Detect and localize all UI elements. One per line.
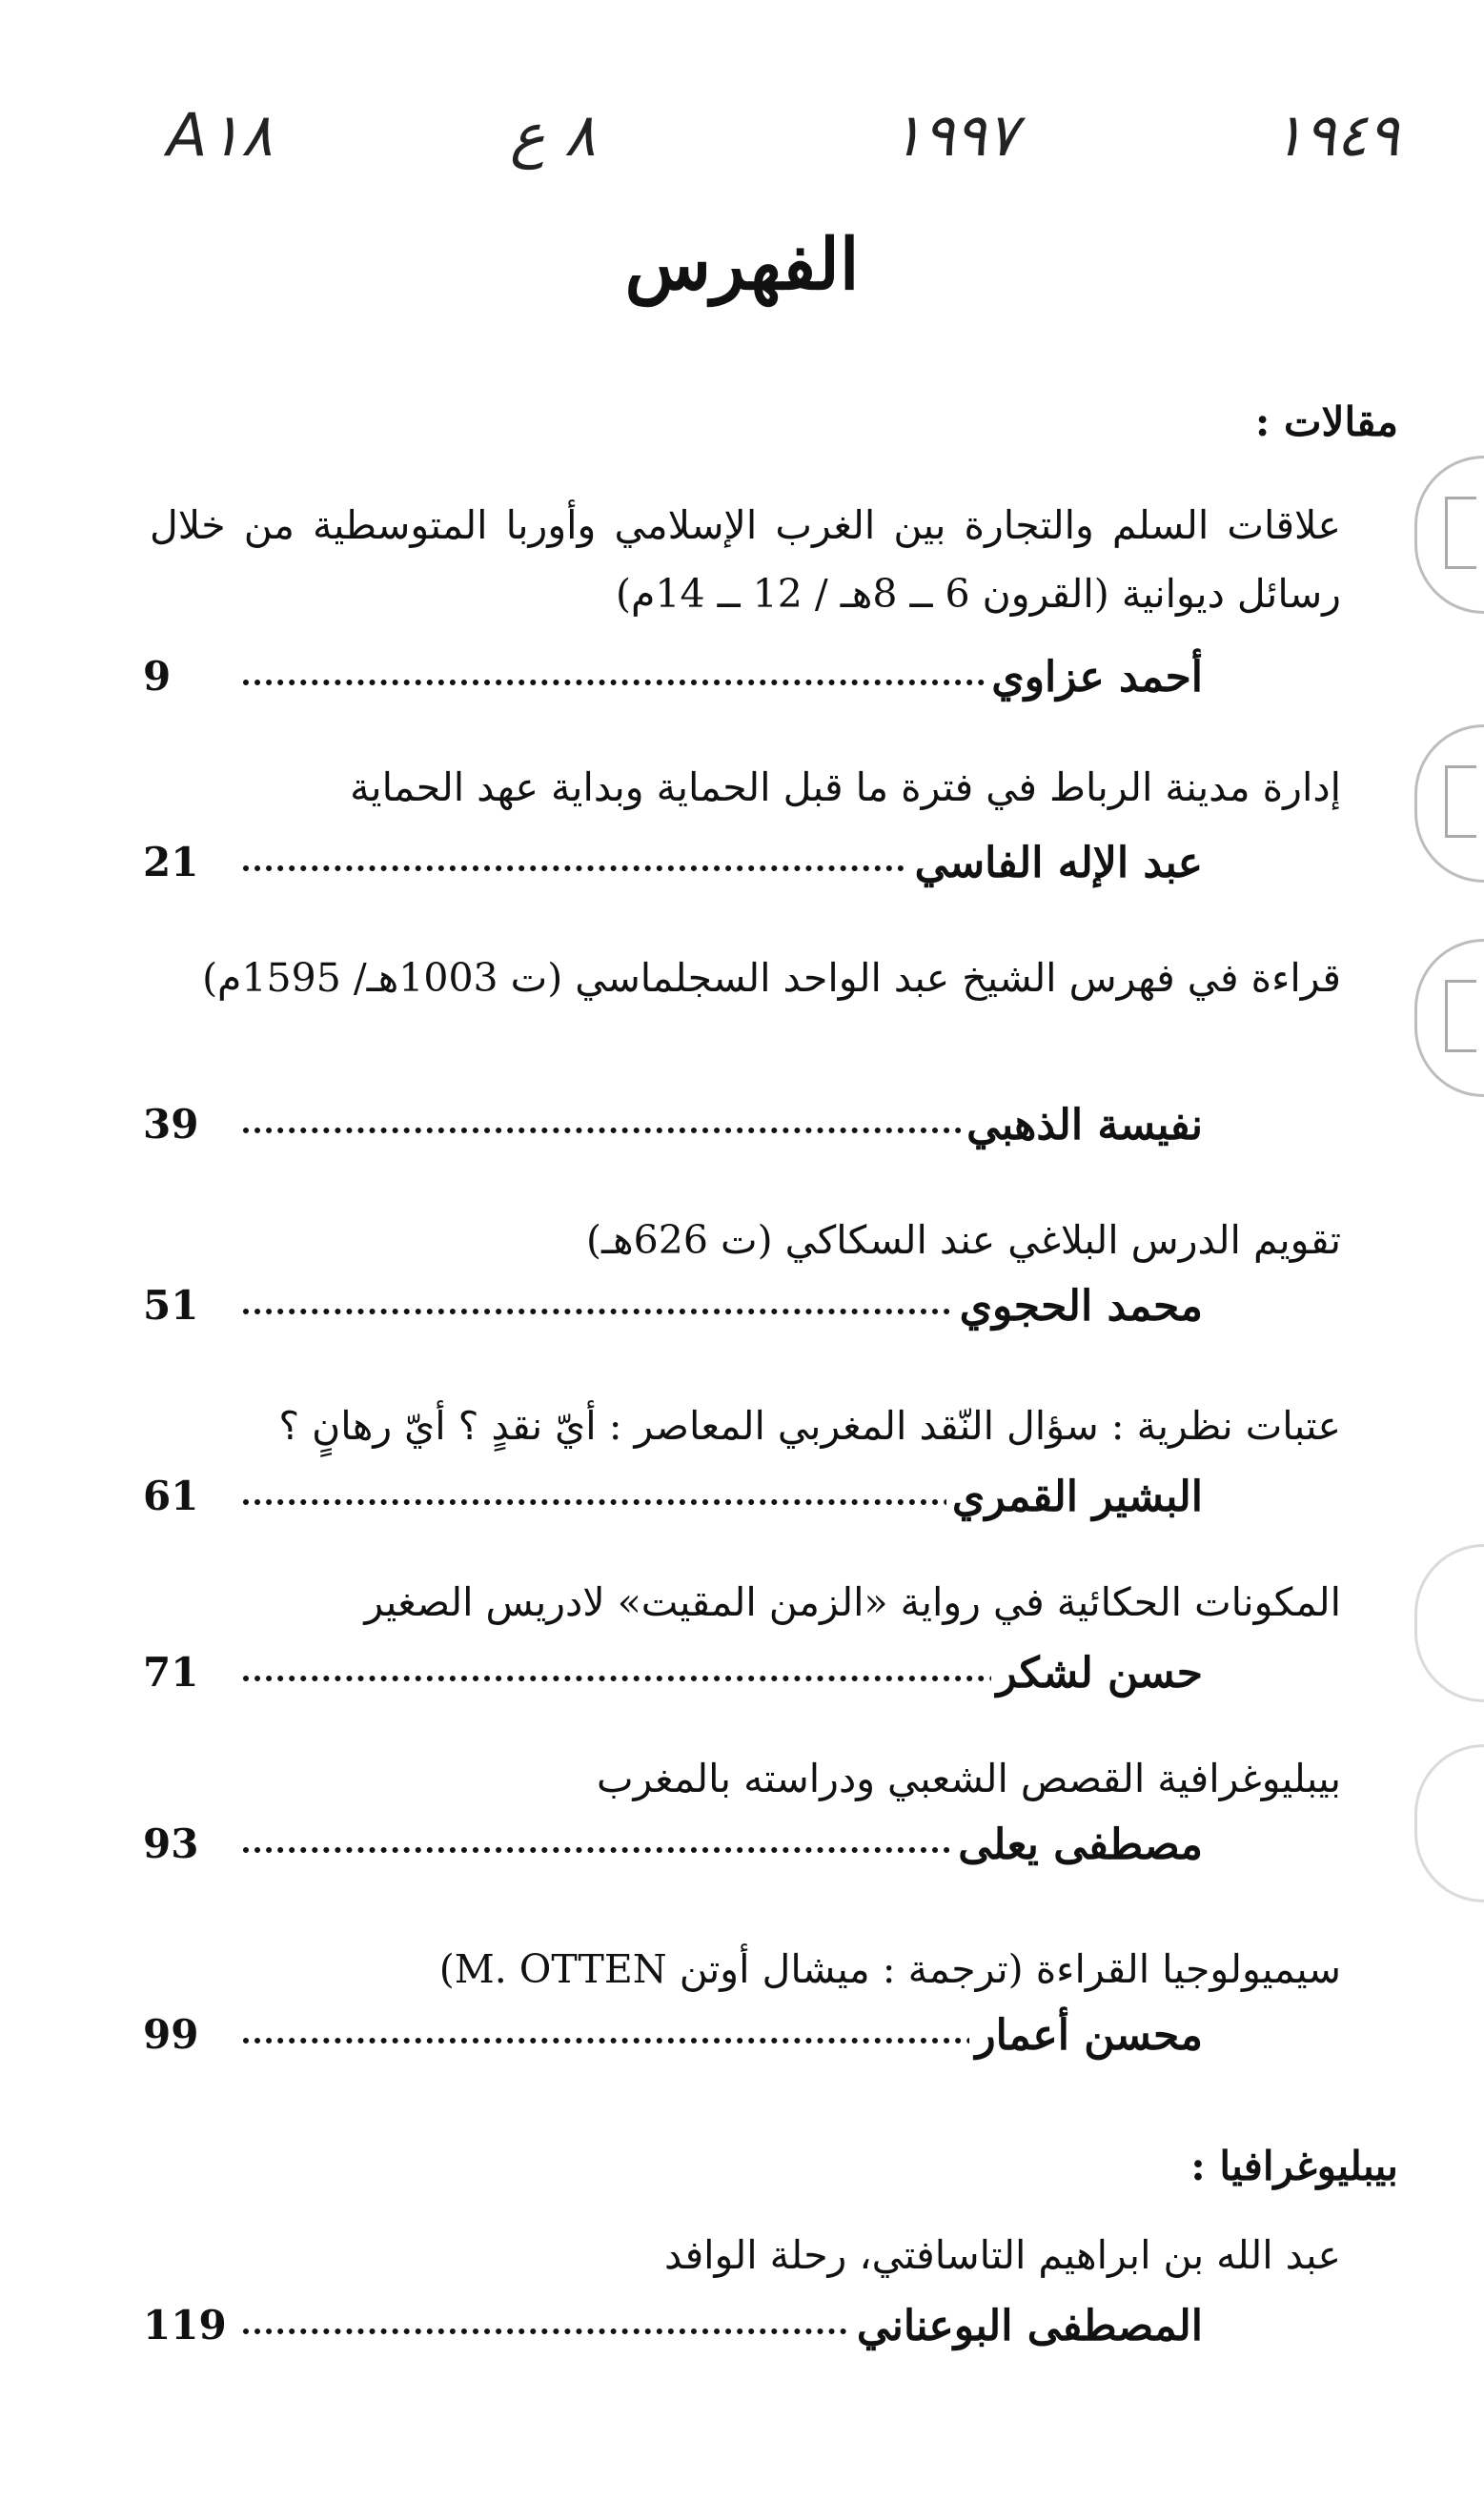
entry-page-number: 99	[143, 2011, 199, 2058]
entry-line	[143, 653, 1203, 710]
section-heading-articles: مقالات :	[1254, 398, 1398, 445]
page-title: الفهرس	[624, 224, 860, 306]
entry-page-number: 51	[143, 1282, 199, 1329]
entry-title: تقويم الدرس البلاغي عند السكاكي (ت 626هـ)	[586, 1217, 1341, 1263]
handwritten-note: A١٨	[167, 100, 274, 170]
handwritten-note: ١٩٩٧	[891, 100, 1019, 170]
entry-page-number: 9	[143, 653, 172, 700]
entry-line	[143, 2302, 1203, 2359]
entry-title: عبد الله بن ابراهيم التاسافتي، رحلة الوافد	[664, 2232, 1341, 2278]
stamp-mark	[1414, 456, 1484, 614]
entry-author: مصطفى يعلى	[952, 1820, 1203, 1869]
stamp-mark	[1414, 1544, 1484, 1702]
entry-page-number: 61	[143, 1473, 199, 1519]
entry-line	[143, 1282, 1203, 1339]
stamp-mark	[1414, 724, 1484, 883]
entry-page-number: 119	[143, 2302, 227, 2348]
stamp-mark	[1414, 939, 1484, 1097]
entry-title: قراءة في فهرس الشيخ عبد الواحد السجلماسي (ت 1003هـ/ 1595م)	[202, 955, 1341, 1001]
entry-author: المصطفى البوعناني	[851, 2302, 1203, 2350]
entry-author: عبد الإله الفاسي	[909, 839, 1203, 887]
entry-title: عتبات نظرية : سؤال النّقد المغربي المعاصر : أيّ نقدٍ ؟ أيّ رهانٍ ؟	[278, 1403, 1341, 1449]
entry-page-number: 71	[143, 1649, 199, 1696]
entry-line	[143, 839, 1203, 896]
entry-author: نفيسة الذهبي	[961, 1101, 1203, 1149]
entry-author: حسن لشكر	[991, 1649, 1204, 1698]
handwritten-note: ٨ ع	[510, 100, 597, 170]
entry-author: البشير القمري	[946, 1473, 1203, 1521]
entry-title: المكونات الحكائية في رواية «الزمن المقيت» لادريس الصغير	[364, 1579, 1341, 1625]
entry-line	[143, 1649, 1203, 1706]
entry-line	[143, 1473, 1203, 1530]
entry-author: أحمد عزاوي	[986, 653, 1203, 702]
entry-title: علاقات السلم والتجارة بين الغرب الإسلامي وأوربا المتوسطية من خلال رسائل ديوانية (القرون 6 ــ 8هـ / 12 ــ 14م)	[150, 502, 1341, 617]
section-heading-bibliography: بيبليوغرافيا :	[1190, 2143, 1398, 2189]
entry-line	[143, 2011, 1203, 2068]
handwritten-note: ١٩٤٩	[1272, 100, 1400, 170]
entry-page-number: 39	[143, 1101, 199, 1148]
entry-author: محسن أعمار	[969, 2011, 1203, 2060]
entry-page-number: 21	[143, 839, 199, 885]
entry-title: بيبليوغرافية القصص الشعبي ودراسته بالمغرب	[596, 1756, 1341, 1801]
entry-title: سيميولوجيا القراءة (ترجمة : ميشال أوتن M. OTTEN)	[438, 1946, 1341, 1992]
entry-author: محمد الحجوي	[954, 1282, 1203, 1331]
entry-line	[143, 1101, 1203, 1158]
stamp-mark	[1414, 1744, 1484, 1902]
entry-title: إدارة مدينة الرباط في فترة ما قبل الحماية وبداية عهد الحماية	[350, 764, 1341, 810]
entry-line	[143, 1820, 1203, 1878]
entry-page-number: 93	[143, 1820, 199, 1867]
